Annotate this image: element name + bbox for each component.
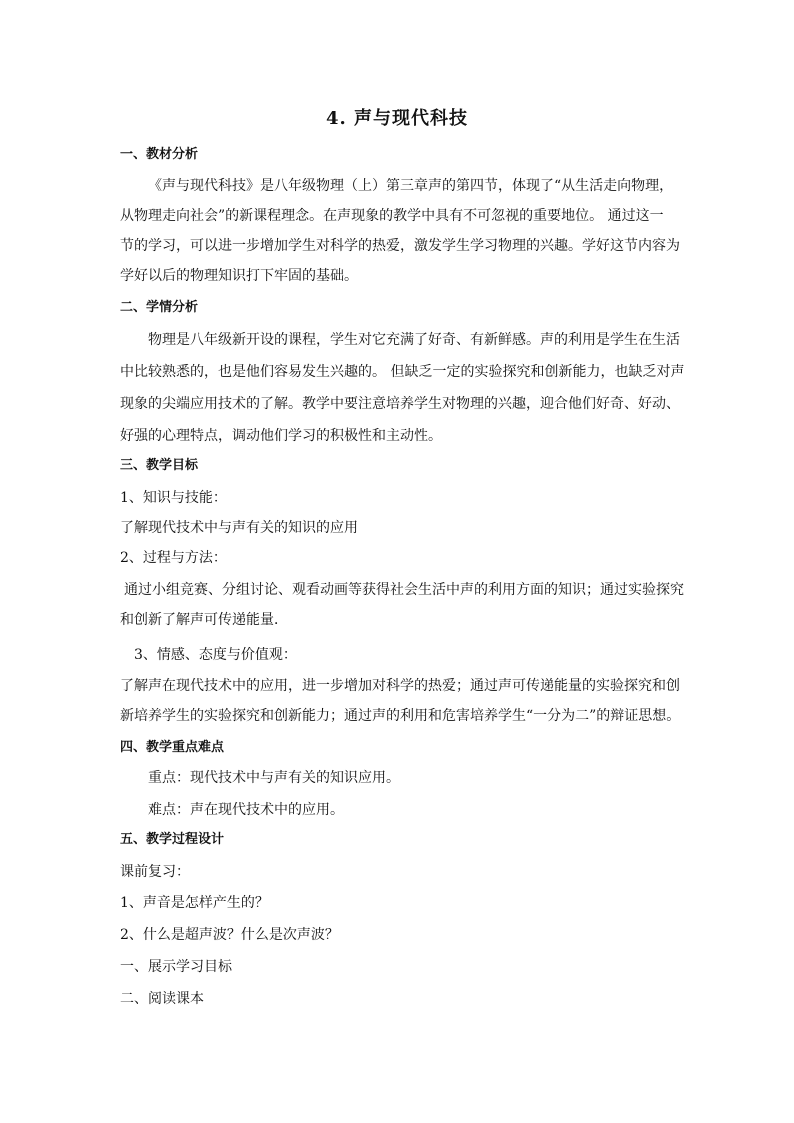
review-label: 课前复习： bbox=[120, 864, 190, 880]
difficult-point: 难点：声在现代技术中的应用。 bbox=[148, 802, 344, 818]
paragraph-line: 通过小组竞赛、分组讨论、观看动画等获得社会生活中声的利用方面的知识；通过实验探究 bbox=[124, 582, 684, 598]
paragraph-line: 从物理走向社会”的新课程理念。在声现象的教学中具有不可忽视的重要地位。 通过这一 bbox=[120, 208, 664, 224]
review-question: 2、什么是超声波？什么是次声波？ bbox=[120, 927, 339, 943]
paragraph-line: 《声与现代科技》是八年级物理（上）第三章声的第四节，体现了“从生活走向物理， bbox=[148, 178, 674, 194]
paragraph-line: 节的学习，可以进一步增加学生对科学的热爱，激发学生学习物理的兴趣。学好这节内容为 bbox=[120, 238, 680, 254]
section-heading-key-points: 四、教学重点难点 bbox=[120, 740, 225, 755]
process-step: 二、阅读课本 bbox=[120, 991, 204, 1007]
process-step: 一、展示学习目标 bbox=[120, 959, 232, 975]
paragraph-line: 新培养学生的实验探究和创新能力；通过声的利用和危害培养学生“一分为二”的辩证思想。 bbox=[120, 708, 681, 724]
document-title: 4. 声与现代科技 bbox=[325, 108, 469, 129]
section-heading-teaching-process: 五、教学过程设计 bbox=[120, 832, 225, 847]
paragraph-line: 了解现代技术中与声有关的知识的应用 bbox=[120, 520, 358, 536]
paragraph-line: 好强的心理特点，调动他们学习的积极性和主动性。 bbox=[120, 428, 442, 444]
paragraph-line: 中比较熟悉的，也是他们容易发生兴趣的。 但缺乏一定的实验探究和创新能力，也缺乏对声 bbox=[120, 364, 685, 380]
paragraph-line: 和创新了解声可传递能量． bbox=[120, 612, 288, 628]
section-heading-textbook-analysis: 一、教材分析 bbox=[120, 147, 199, 162]
section-heading-teaching-goals: 三、教学目标 bbox=[120, 458, 199, 473]
paragraph-line: 学好以后的物理知识打下牢固的基础。 bbox=[120, 268, 358, 284]
goal-item-label: 2、过程与方法： bbox=[120, 550, 227, 566]
paragraph-line: 了解声在现代技术中的应用，进一步增加对科学的热爱；通过声可传递能量的实验探究和创 bbox=[120, 678, 680, 694]
goal-item-label: 3、情感、态度与价值观： bbox=[134, 647, 297, 663]
section-heading-student-analysis: 二、学情分析 bbox=[120, 300, 199, 315]
goal-item-label: 1、知识与技能： bbox=[120, 490, 227, 506]
paragraph-line: 现象的尖端应用技术的了解。教学中要注意培养学生对物理的兴趣，迎合他们好奇、好动、 bbox=[120, 396, 680, 412]
paragraph-line: 物理是八年级新开设的课程，学生对它充满了好奇、有新鲜感。声的利用是学生在生活 bbox=[148, 332, 680, 348]
review-question: 1、声音是怎样产生的？ bbox=[120, 895, 269, 911]
key-point: 重点：现代技术中与声有关的知识应用。 bbox=[148, 770, 400, 786]
